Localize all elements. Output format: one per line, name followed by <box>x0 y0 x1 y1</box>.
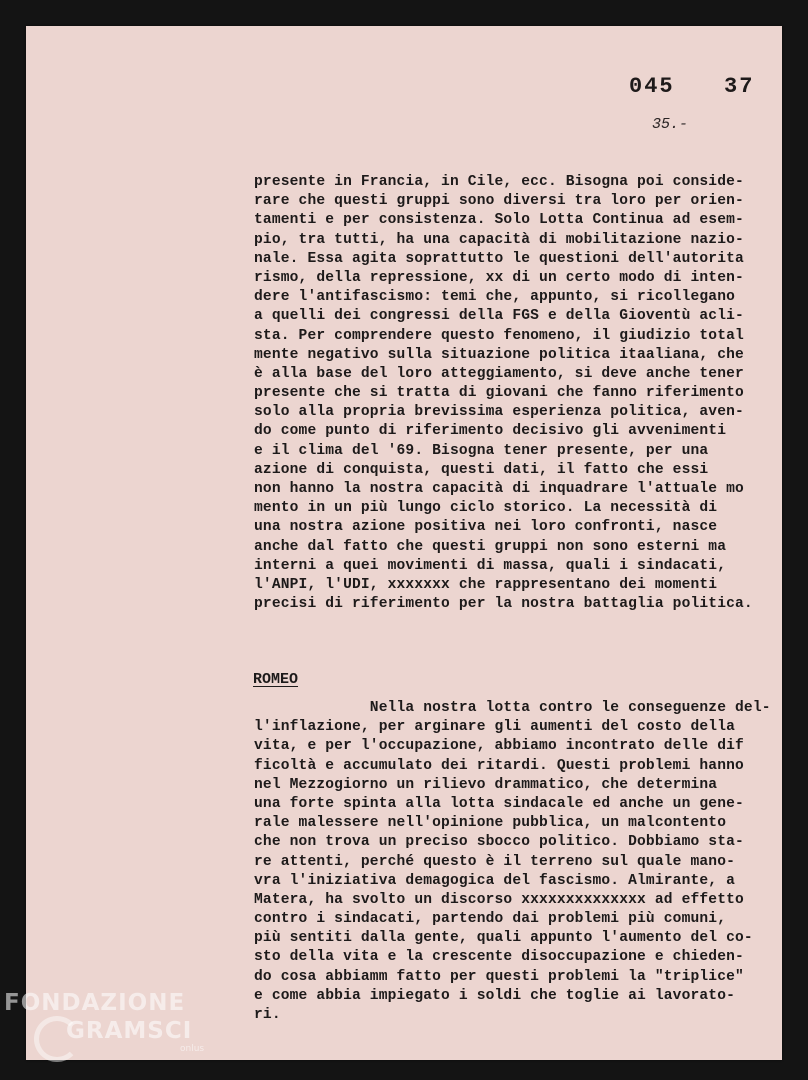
text-line: l'ANPI, l'UDI, xxxxxxx che rappresentano dei momenti <box>254 576 718 593</box>
text-line: contro i sindacati, partendo dai problemi più comuni, <box>254 911 727 928</box>
paragraph-1 <box>254 173 753 614</box>
text-line: nale. Essa agita soprattutto le questioni dell'autorita <box>254 250 744 267</box>
text-line: vita, e per l'occupazione, abbiamo incontrato delle dif <box>254 738 744 755</box>
text-line: rismo, della repressione, xx di un certo modo di inten- <box>254 269 744 286</box>
text-line: Nella nostra lotta contro le conseguenze del- <box>254 700 771 716</box>
text-line: che non trova un preciso sbocco politico. Dobbiamo sta- <box>254 834 744 851</box>
logo-line-1: FONDAZIONE <box>4 990 186 1016</box>
text-line: sta. Per comprendere questo fenomeno, il giudizio total <box>254 327 744 344</box>
text-line: sto della vita e la crescente disoccupazione e chieden- <box>254 949 744 966</box>
text-line: re attenti, perché questo è il terreno sul quale mano- <box>254 853 736 870</box>
text-line: una forte spinta alla lotta sindacale ed anche un gene- <box>254 795 744 812</box>
text-line: l'inflazione, per arginare gli aumenti del costo della <box>254 719 736 736</box>
text-line: ficoltà e accumulato dei ritardi. Questi problemi hanno <box>254 757 744 774</box>
text-line: precisi di riferimento per la nostra battaglia politica. <box>254 596 753 613</box>
text-line: nel Mezzogiorno un rilievo drammatico, che determina <box>254 776 718 793</box>
text-line: do come punto di riferimento decisivo gli avvenimenti <box>254 423 727 440</box>
logo-suffix: onlus <box>180 1044 205 1054</box>
text-line: do cosa abbiamm fatto per questi problemi la "triplice" <box>254 968 744 985</box>
text-line: solo alla propria brevissima esperienza politica, aven- <box>254 404 744 421</box>
text-line: e come abbia impiegato i soldi che toglie ai lavorato- <box>254 987 736 1004</box>
text-line: a quelli dei congressi della FGS e della Gioventù acli- <box>254 308 744 325</box>
text-line: mento in un più lungo ciclo storico. La necessità di <box>254 500 718 517</box>
text-line: rale malessere nell'opinione pubblica, un malcontento <box>254 815 727 832</box>
text-line: è alla base del loro atteggiamento, si deve anche tener <box>254 365 744 382</box>
speaker-heading: ROMEO <box>253 671 299 688</box>
text-line: tamenti e per consistenza. Solo Lotta Continua ad esem- <box>254 212 744 229</box>
text-line: ri. <box>254 1007 281 1023</box>
text-line: più sentiti dalla gente, quali appunto l'aumento del co- <box>254 930 753 947</box>
archive-stamp-number: 045 <box>629 74 675 99</box>
text-line: interni a quei movimenti di massa, quali i sindacati, <box>254 557 727 574</box>
text-line: azione di conquista, questi dati, il fatto che essi <box>254 461 709 478</box>
text-line: anche dal fatto che questi gruppi non sono esterni ma <box>254 538 727 555</box>
text-line: vra l'iniziativa demagogica del fascismo. Almirante, a <box>254 872 736 889</box>
text-line: non hanno la nostra capacità di inquadrare l'attuale mo <box>254 481 744 497</box>
text-line: dere l'antifascismo: temi che, appunto, si ricollegano <box>254 289 736 306</box>
text-line: presente in Francia, in Cile, ecc. Bisogna poi conside- <box>254 174 744 190</box>
paragraph-2 <box>254 699 771 1025</box>
text-line: una nostra azione positiva nei loro confronti, nasce <box>254 519 718 536</box>
text-line: e il clima del '69. Bisogna tener presente, per una <box>254 442 709 459</box>
logo-line-2: GRAMSCI <box>66 1018 193 1044</box>
document-page <box>26 26 782 1060</box>
archive-stamp-page: 37 <box>724 74 755 99</box>
text-line: presente che si tratta di giovani che fanno riferimento <box>254 385 744 402</box>
text-line: mente negativo sulla situazione politica itaaliana, che <box>254 346 744 363</box>
text-line: pio, tra tutti, ha una capacità di mobilitazione nazio- <box>254 231 744 248</box>
watermark-logo <box>4 990 224 1070</box>
text-line: rare che questi gruppi sono diversi tra loro per orien- <box>254 193 744 210</box>
page-number: 35.- <box>652 116 689 133</box>
text-line: Matera, ha svolto un discorso xxxxxxxxxxxxxx ad effetto <box>254 891 744 908</box>
